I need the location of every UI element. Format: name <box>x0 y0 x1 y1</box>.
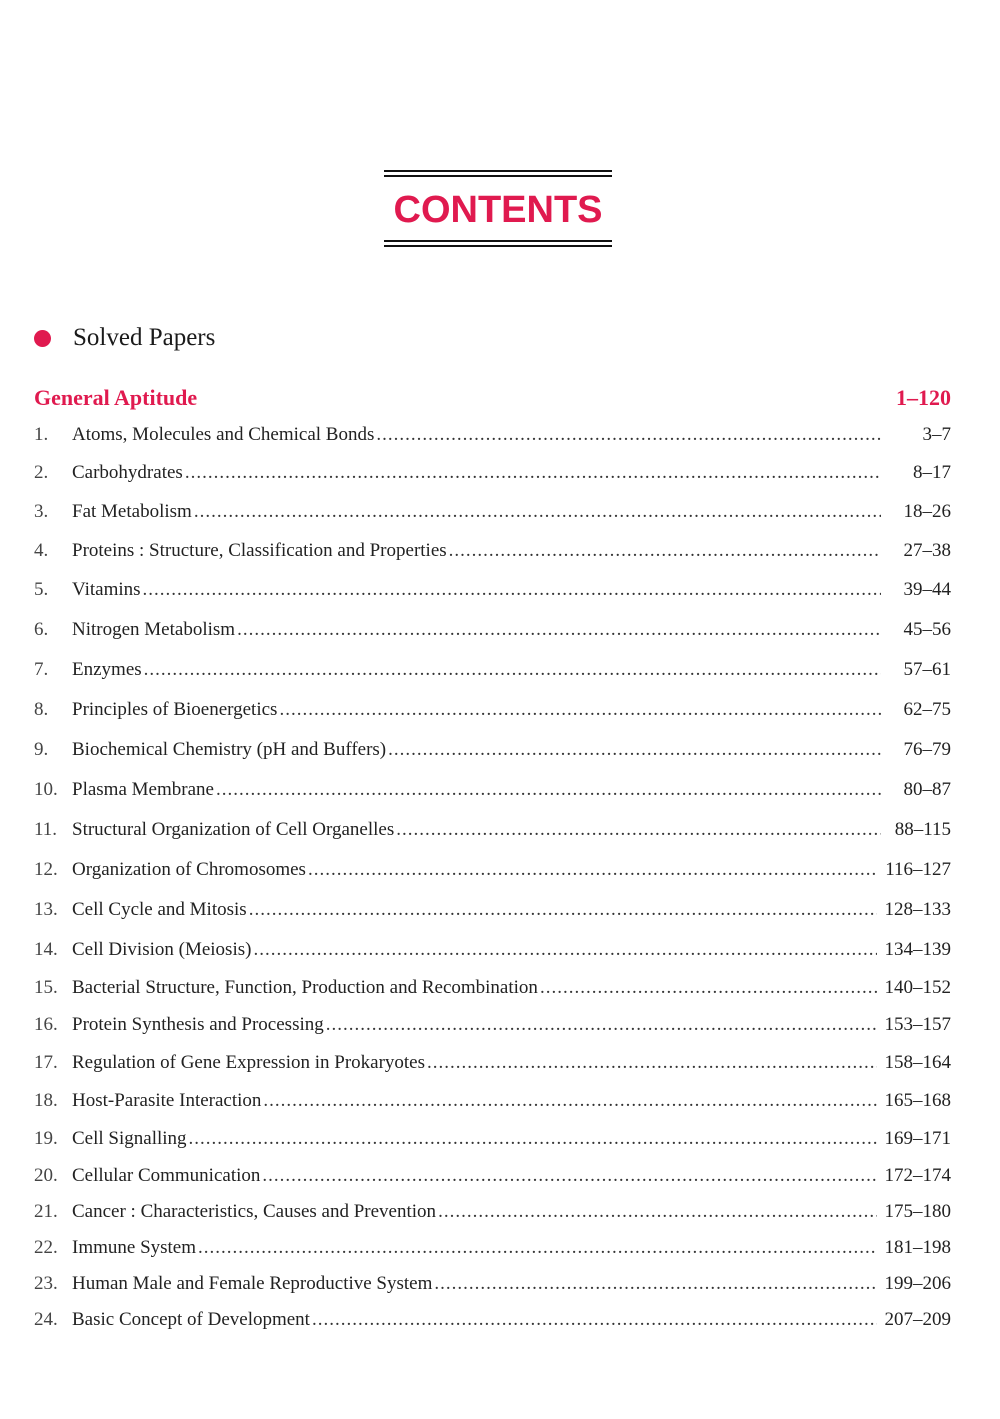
toc-entry-number: 14. <box>34 939 58 960</box>
toc-entry-pages: 181–198 <box>884 1237 951 1258</box>
toc-entry-number: 7. <box>34 659 49 680</box>
toc-entry-number: 16. <box>34 1014 58 1035</box>
dot-leader <box>143 570 881 610</box>
toc-entry[interactable] <box>34 454 951 492</box>
dot-leader <box>540 970 877 1006</box>
dot-leader <box>237 610 881 650</box>
toc-entry[interactable] <box>34 1194 951 1230</box>
toc-entry-number: 6. <box>34 619 49 640</box>
toc-entry-pages: 18–26 <box>903 501 951 522</box>
dot-leader <box>279 690 881 730</box>
part-title: General Aptitude <box>34 385 198 410</box>
toc-entry[interactable] <box>34 1082 951 1120</box>
toc-entry-number: 22. <box>34 1237 58 1258</box>
toc-entry-pages: 39–44 <box>903 579 951 600</box>
toc-entry-number: 4. <box>34 540 49 561</box>
toc-entry-title: Principles of Bioenergetics <box>72 699 278 720</box>
toc-entry[interactable] <box>34 610 951 650</box>
toc-entry-number: 19. <box>34 1128 58 1149</box>
toc-entry-number: 15. <box>34 977 58 998</box>
toc-entry-pages: 45–56 <box>903 619 951 640</box>
toc-entry-title: Organization of Chromosomes <box>72 859 306 880</box>
toc-entry[interactable] <box>34 650 951 690</box>
dot-leader <box>449 532 881 570</box>
toc-entry-pages: 27–38 <box>903 540 951 561</box>
title-rule-top-2 <box>384 175 612 177</box>
toc-entry[interactable] <box>34 730 951 770</box>
toc-entry-pages: 88–115 <box>894 819 951 840</box>
dot-leader <box>427 1044 876 1082</box>
toc-entry-title: Proteins : Structure, Classification and Properties <box>72 540 447 561</box>
toc-entry[interactable] <box>34 1044 951 1082</box>
toc-entry-number: 5. <box>34 579 49 600</box>
toc-entry-title: Cellular Communication <box>72 1165 261 1186</box>
toc-entry[interactable] <box>34 1158 951 1194</box>
toc-entry[interactable] <box>34 690 951 730</box>
toc-entry-number: 9. <box>34 739 49 760</box>
toc-entry-title: Basic Concept of Development <box>72 1309 310 1330</box>
toc-entry[interactable] <box>34 1120 951 1158</box>
toc-entry-title: Human Male and Female Reproductive System <box>72 1273 433 1294</box>
toc-entry-pages: 140–152 <box>884 977 951 998</box>
toc-entry-title: Regulation of Gene Expression in Prokaryotes <box>72 1052 426 1073</box>
toc-entry-pages: 175–180 <box>884 1201 951 1222</box>
toc-entry[interactable] <box>34 1006 951 1044</box>
toc-entry-title: Vitamins <box>72 579 141 600</box>
toc-entry-title: Plasma Membrane <box>72 779 214 800</box>
title-rule-top-1 <box>384 170 612 172</box>
toc-entry[interactable] <box>34 1230 951 1266</box>
toc-entry-number: 11. <box>34 819 58 840</box>
toc-entry-title: Immune System <box>72 1237 197 1258</box>
dot-leader <box>263 1082 876 1120</box>
toc-entry-pages: 165–168 <box>884 1090 951 1111</box>
toc-entry-pages: 207–209 <box>884 1309 951 1330</box>
title-rule-bottom-2 <box>384 245 612 247</box>
toc-entry-title: Fat Metabolism <box>72 501 192 522</box>
part-page-range: 1–120 <box>896 385 951 410</box>
toc-entry-number: 21. <box>34 1201 58 1222</box>
toc-entry-title: Cancer : Characteristics, Causes and Prevention <box>72 1201 437 1222</box>
toc-entry[interactable] <box>34 850 951 890</box>
toc-entry-pages: 158–164 <box>884 1052 951 1073</box>
toc-entry-pages: 172–174 <box>884 1165 951 1186</box>
toc-entry-title: Cell Cycle and Mitosis <box>72 899 247 920</box>
toc-entry[interactable] <box>34 416 951 454</box>
toc-entry-pages: 169–171 <box>884 1128 951 1149</box>
toc-entry-number: 20. <box>34 1165 58 1186</box>
toc-entry-pages: 134–139 <box>884 939 951 960</box>
toc-entry-pages: 76–79 <box>903 739 951 760</box>
toc-entry[interactable] <box>34 1302 951 1338</box>
toc-entry-number: 1. <box>34 424 49 445</box>
dot-leader <box>396 810 881 850</box>
toc-list <box>34 416 951 1338</box>
toc-entry-title: Cell Division (Meiosis) <box>72 939 252 960</box>
toc-entry-pages: 8–17 <box>913 462 951 483</box>
dot-leader <box>308 850 877 890</box>
toc-entry-pages: 199–206 <box>884 1273 951 1294</box>
dot-leader <box>262 1158 876 1194</box>
toc-entry-number: 2. <box>34 462 49 483</box>
page-title: CONTENTS <box>393 189 603 231</box>
part-heading[interactable] <box>34 382 951 414</box>
toc-entry[interactable] <box>34 930 951 970</box>
dot-leader <box>185 454 881 492</box>
toc-entry-title: Atoms, Molecules and Chemical Bonds <box>72 424 375 445</box>
dot-leader <box>194 492 881 532</box>
toc-entry[interactable] <box>34 570 951 610</box>
dot-leader <box>326 1006 877 1044</box>
toc-entry-pages: 116–127 <box>885 859 951 880</box>
toc-entry[interactable] <box>34 1266 951 1302</box>
toc-entry-pages: 3–7 <box>922 424 951 445</box>
dot-leader <box>388 730 881 770</box>
section-heading <box>34 320 215 356</box>
dot-leader <box>438 1194 876 1230</box>
toc-entry[interactable] <box>34 890 951 930</box>
toc-entry-title: Bacterial Structure, Function, Production and Recombination <box>72 977 538 998</box>
dot-leader <box>249 890 877 930</box>
toc-entry-title: Carbohydrates <box>72 462 183 483</box>
toc-entry-number: 3. <box>34 501 49 522</box>
toc-entry-number: 18. <box>34 1090 58 1111</box>
toc-entry[interactable] <box>34 970 951 1006</box>
dot-leader <box>376 416 881 454</box>
toc-entry-pages: 57–61 <box>903 659 951 680</box>
toc-entry-title: Biochemical Chemistry (pH and Buffers) <box>72 739 387 760</box>
toc-entry-pages: 128–133 <box>884 899 951 920</box>
title-rule-bottom-1 <box>384 240 612 242</box>
toc-entry-number: 24. <box>34 1309 58 1330</box>
toc-entry-number: 17. <box>34 1052 58 1073</box>
toc-entry-title: Enzymes <box>72 659 142 680</box>
dot-leader <box>434 1266 876 1302</box>
dot-leader <box>253 930 876 970</box>
bullet-dot-icon <box>34 330 51 347</box>
toc-entry-pages: 80–87 <box>903 779 951 800</box>
section-label: Solved Papers <box>73 324 216 351</box>
dot-leader <box>216 770 881 810</box>
contents-title-block <box>384 170 612 248</box>
toc-entry-number: 13. <box>34 899 58 920</box>
dot-leader <box>312 1302 877 1338</box>
toc-entry[interactable] <box>34 770 951 810</box>
toc-entry-number: 8. <box>34 699 49 720</box>
toc-entry[interactable] <box>34 492 951 532</box>
toc-entry-title: Cell Signalling <box>72 1128 187 1149</box>
toc-entry-pages: 153–157 <box>884 1014 951 1035</box>
dot-leader <box>198 1230 876 1266</box>
dot-leader <box>189 1120 877 1158</box>
toc-entry-number: 23. <box>34 1273 58 1294</box>
toc-entry-title: Nitrogen Metabolism <box>72 619 236 640</box>
toc-entry[interactable] <box>34 810 951 850</box>
toc-entry-number: 10. <box>34 779 58 800</box>
toc-entry-number: 12. <box>34 859 58 880</box>
toc-entry-title: Host-Parasite Interaction <box>72 1090 262 1111</box>
toc-entry-title: Structural Organization of Cell Organelles <box>72 819 395 840</box>
toc-entry[interactable] <box>34 532 951 570</box>
toc-entry-title: Protein Synthesis and Processing <box>72 1014 324 1035</box>
dot-leader <box>144 650 881 690</box>
toc-entry-pages: 62–75 <box>903 699 951 720</box>
